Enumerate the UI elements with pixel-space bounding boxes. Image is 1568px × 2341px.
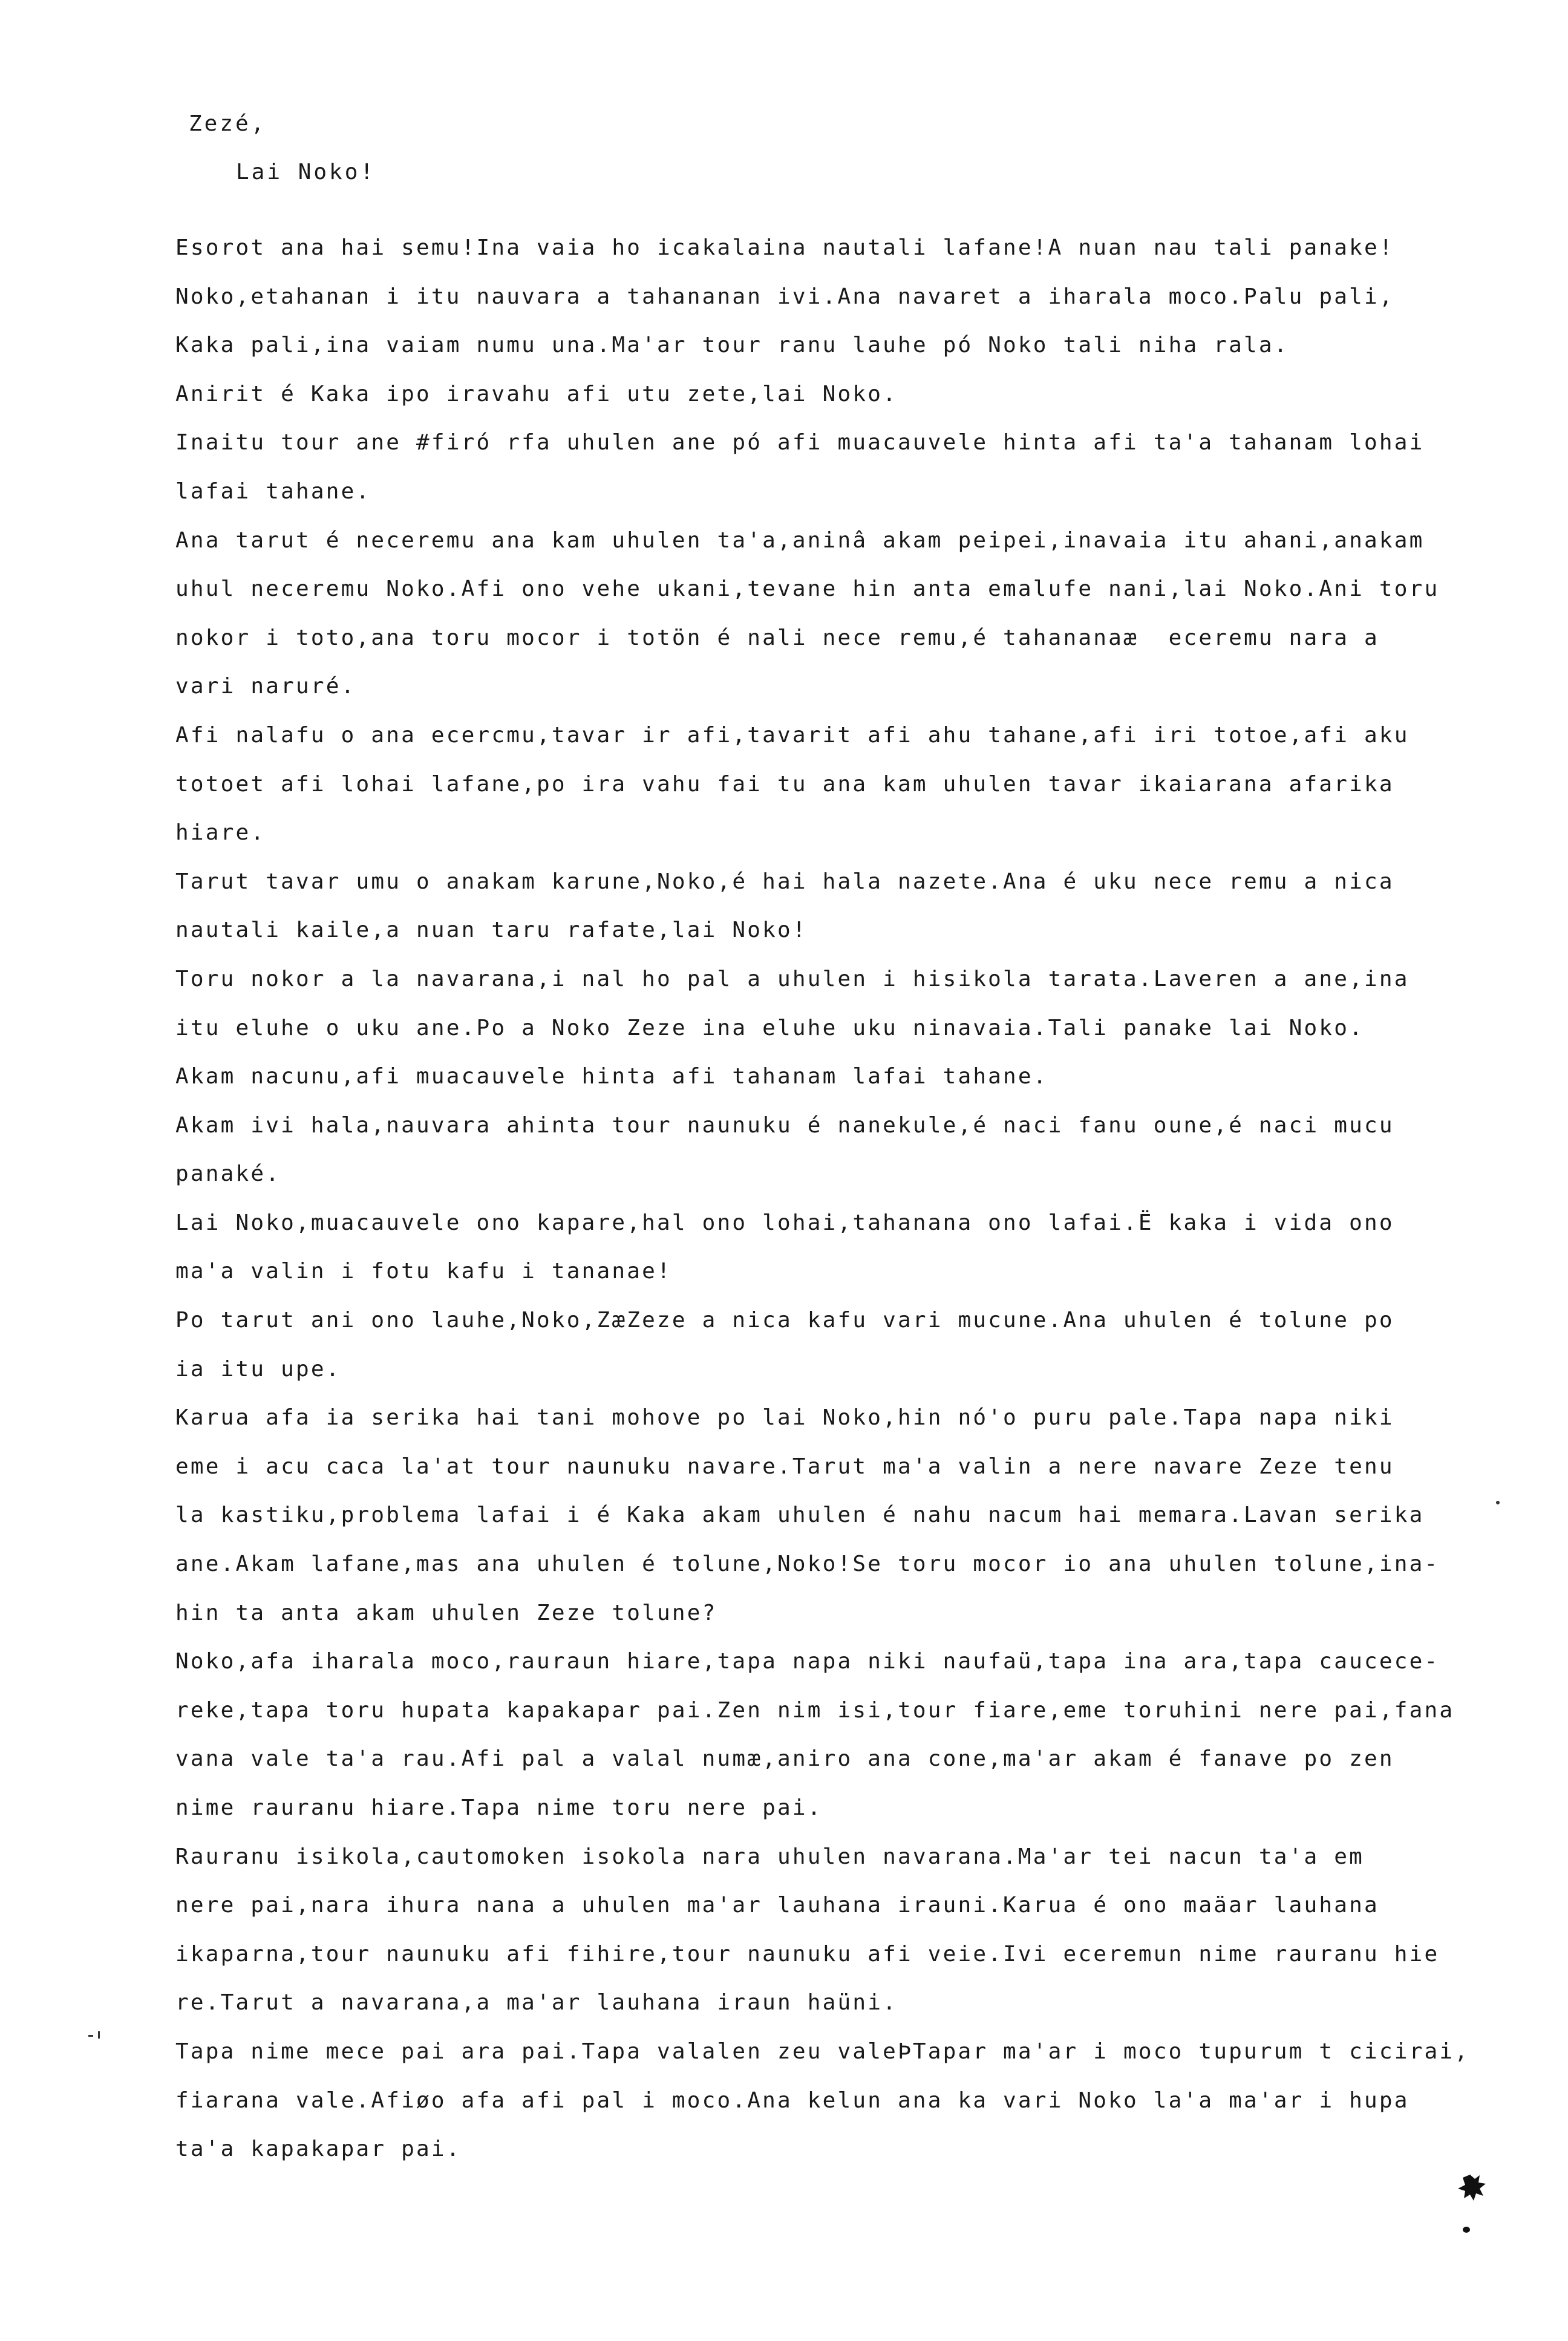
letter-line: ane.Akam lafane,mas ana uhulen é tolune,Noko!Se toru mocor io ana uhulen tolune,ina- [175, 1552, 1440, 1577]
letter-line: ia itu upe. [175, 1356, 341, 1382]
letter-line: nime rauranu hiare.Tapa nime toru nere pai. [175, 1795, 823, 1820]
margin-mark-icon [85, 2026, 103, 2045]
letter-line: Noko,etahanan i itu nauvara a tahananan ivi.Ana navaret a iharala moco.Palu pali, [175, 284, 1394, 309]
letter-line: hiare. [175, 820, 266, 846]
letter-line: Tapa nime mece pai ara pai.Tapa valalen zeu valeÞTapar ma'ar i moco tupurum t cicirai, [175, 2039, 1470, 2064]
letter-line: Akam nacunu,afi muacauvele hinta afi tahanam lafai tahane. [175, 1064, 1048, 1089]
letter-line: Po tarut ani ono lauhe,Noko,ZæZeze a nica kafu vari mucune.Ana uhulen é tolune po [175, 1308, 1394, 1333]
letter-line: ta'a kapakapar pai. [175, 2137, 462, 2162]
letter-line: ma'a valin i fotu kafu i tananae! [175, 1259, 672, 1284]
letter-line: nokor i toto,ana toru mocor i totön é nali nece remu,é tahananaæ eceremu nara a [175, 625, 1379, 650]
letter-line: itu eluhe o uku ane.Po a Noko Zeze ina eluhe uku ninavaia.Tali panake lai Noko. [175, 1015, 1365, 1040]
letter-line: eme i acu caca la'at tour naunuku navare.Tarut ma'a valin a nere navare Zeze tenu [175, 1454, 1394, 1479]
letter-line: Toru nokor a la navarana,i nal ho pal a uhulen i hisikola tarata.Laveren a ane,ina [175, 966, 1410, 991]
letter-line: la kastiku,problema lafai i é Kaka akam uhulen é nahu nacum hai memara.Lavan serika [175, 1503, 1425, 1528]
letter-line: reke,tapa toru hupata kapakapar pai.Zen nim isi,tour fiare,eme toruhini nere pai,fana [175, 1697, 1455, 1723]
letter-line: nere pai,nara ihura nana a uhulen ma'ar lauhana irauni.Karua é ono maäar lauhana [175, 1893, 1379, 1918]
letter-line: hin ta anta akam uhulen Zeze tolune? [175, 1600, 717, 1625]
letter-line: Anirit é Kaka ipo iravahu afi utu zete,lai Noko. [175, 381, 898, 406]
letter-line: Inaitu tour ane #firó rfa uhulen ane pó afi muacauvele hinta afi ta'a tahanam lohai [175, 430, 1425, 455]
letter-line: vana vale ta'a rau.Afi pal a valal numæ,aniro ana cone,ma'ar akam é fanave po zen [175, 1746, 1394, 1772]
greeting: Lai Noko! [236, 160, 376, 184]
letter-line: panaké. [175, 1161, 281, 1187]
letter-line: Rauranu isikola,cautomoken isokola nara uhulen navarana.Ma'ar tei nacun ta'a em [175, 1844, 1365, 1869]
letter-line: Noko,afa iharala moco,rauraun hiare,tapa napa niki naufaü,tapa ina ara,tapa caucece- [175, 1649, 1440, 1674]
letter-line: Karua afa ia serika hai tani mohove po lai Noko,hin nó'o puru pale.Tapa napa niki [175, 1405, 1394, 1431]
ink-blot-icon [1452, 2172, 1494, 2238]
letter-line: Lai Noko,muacauvele ono kapare,hal ono lohai,tahanana ono lafai.Ë kaka i vida ono [175, 1210, 1394, 1235]
letter-line: totoet afi lohai lafane,po ira vahu fai tu ana kam uhulen tavar ikaiarana afarika [175, 771, 1394, 797]
salutation: Zezé, [189, 111, 267, 136]
letter-line: Afi nalafu o ana ecercmu,tavar ir afi,tavarit afi ahu tahane,afi iri totoe,afi aku [175, 722, 1410, 748]
letter-line: lafai tahane. [175, 478, 371, 504]
letter-line: fiarana vale.Afiøo afa afi pal i moco.Ana kelun ana ka vari Noko la'a ma'ar i hupa [175, 2088, 1410, 2113]
letter-line [175, 2174, 1524, 2223]
margin-mark-icon [1494, 1499, 1501, 1506]
letter-line: Tarut tavar umu o anakam karune,Noko,é hai hala nazete.Ana é uku nece remu a nica [175, 869, 1394, 894]
letter-line: Esorot ana hai semu!Ina vaia ho icakalaina nautali lafane!A nuan nau tali panake! [175, 235, 1394, 260]
letter-body [175, 224, 1524, 2222]
letter-line: Ana tarut é neceremu ana kam uhulen ta'a,aninâ akam peipei,inavaia itu ahani,anakam [175, 527, 1425, 553]
letter-line: Kaka pali,ina vaiam numu una.Ma'ar tour ranu lauhe pó Noko tali niha rala. [175, 333, 1289, 358]
letter-line: nautali kaile,a nuan taru rafate,lai Noko! [175, 918, 808, 943]
letter-line: vari naruré. [175, 674, 356, 699]
letter-line: Akam ivi hala,nauvara ahinta tour naunuku é nanekule,é naci fanu oune,é naci mucu [175, 1112, 1394, 1138]
letter-line: ikaparna,tour naunuku afi fihire,tour naunuku afi veie.Ivi eceremun nime rauranu hie [175, 1941, 1440, 1967]
letter-line: re.Tarut a navarana,a ma'ar lauhana iraun haüni. [175, 1990, 898, 2016]
letter-line: uhul neceremu Noko.Afi ono vehe ukani,tevane hin anta emalufe nani,lai Noko.Ani toru [175, 576, 1440, 602]
